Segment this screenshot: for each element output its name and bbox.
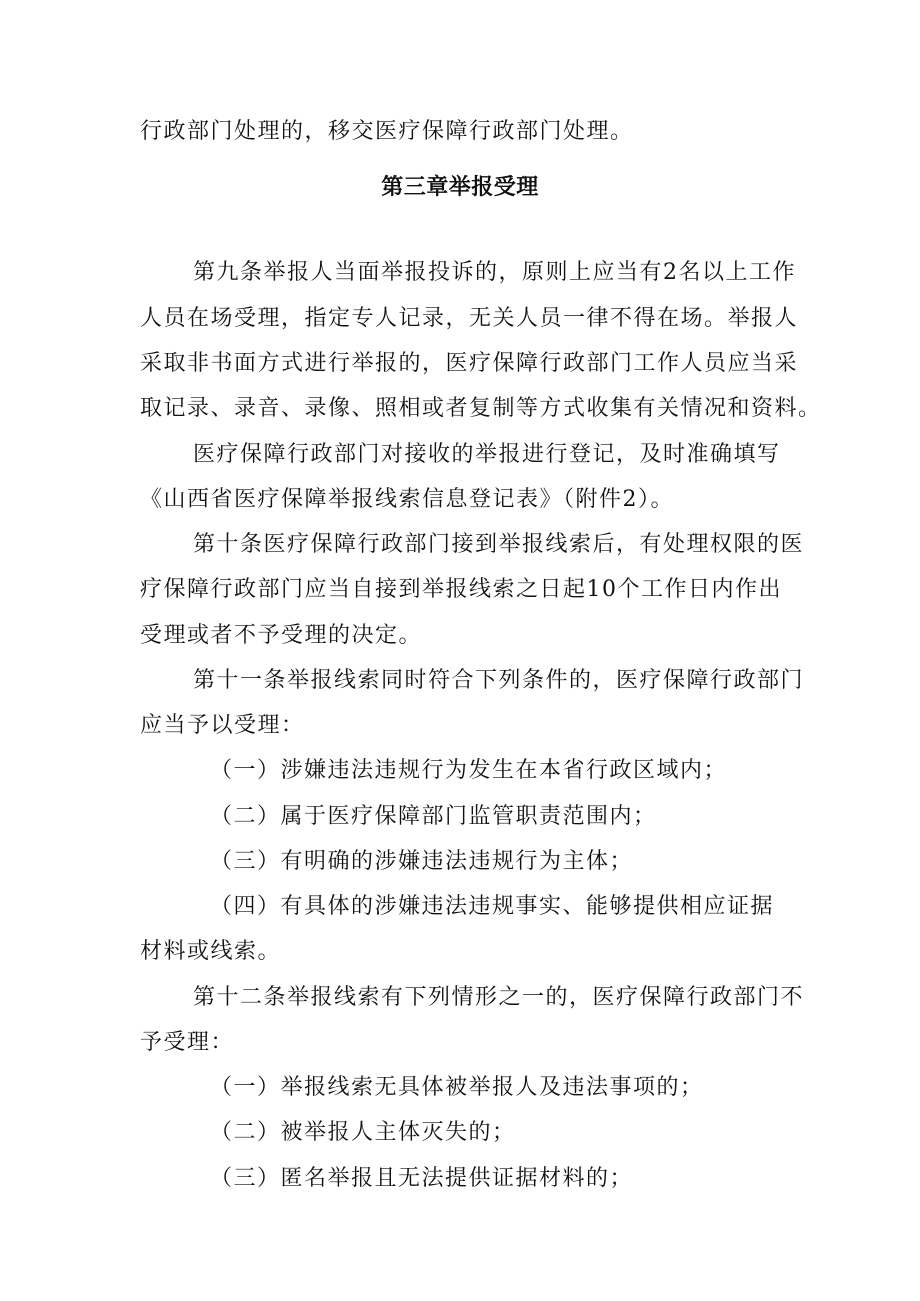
article-11-line: 第十一条举报线索同时符合下列条件的，医疗保障行政部门 <box>193 668 805 693</box>
article-11-item: （四）有具体的涉嫌违法违规事实、能够提供相应证据 <box>210 894 775 919</box>
article-12-item: （一）举报线索无具体被举报人及违法事项的； <box>210 1075 704 1100</box>
article-11-item-continuation: 材料或线索。 <box>140 939 282 964</box>
article-9-line: 采取非书面方式进行举报的，医疗保障行政部门工作人员应当采 <box>140 351 799 376</box>
article-12-line: 第十二条举报线索有下列情形之一的，医疗保障行政部门不 <box>193 985 805 1010</box>
article-9-paragraph2-line: 医疗保障行政部门对接收的举报进行登记，及时准确填写 <box>193 442 781 467</box>
intro-line: 行政部门处理的，移交医疗保障行政部门处理。 <box>140 119 634 144</box>
article-9-paragraph2-line: 《山西省医疗保障举报线索信息登记表》（附件2）。 <box>140 487 674 512</box>
chapter-title: 第三章举报受理 <box>381 175 539 200</box>
article-10-line: 疗保障行政部门应当自接到举报线索之日起10个工作日内作出 <box>140 577 782 602</box>
article-9-line: 人员在场受理，指定专人记录，无关人员一律不得在场。举报人 <box>140 306 799 331</box>
article-10-line: 第十条医疗保障行政部门接到举报线索后，有处理权限的医 <box>193 532 805 557</box>
article-9-line: 取记录、录音、录像、照相或者复制等方式收集有关情况和资料。 <box>140 396 822 421</box>
article-9-line: 第九条举报人当面举报投诉的，原则上应当有2名以上工作 <box>193 260 796 285</box>
article-10-line: 受理或者不予受理的决定。 <box>140 623 423 648</box>
article-11-item: （二）属于医疗保障部门监管职责范围内； <box>210 804 657 829</box>
article-11-line: 应当予以受理： <box>140 713 305 738</box>
article-12-line: 予受理： <box>140 1030 235 1055</box>
article-12-item: （二）被举报人主体灭失的； <box>210 1120 516 1145</box>
article-11-item: （一）涉嫌违法违规行为发生在本省行政区域内； <box>210 758 728 783</box>
article-12-item: （三）匿名举报且无法提供证据材料的； <box>210 1166 634 1191</box>
article-11-item: （三）有明确的涉嫌违法违规行为主体； <box>210 849 634 874</box>
